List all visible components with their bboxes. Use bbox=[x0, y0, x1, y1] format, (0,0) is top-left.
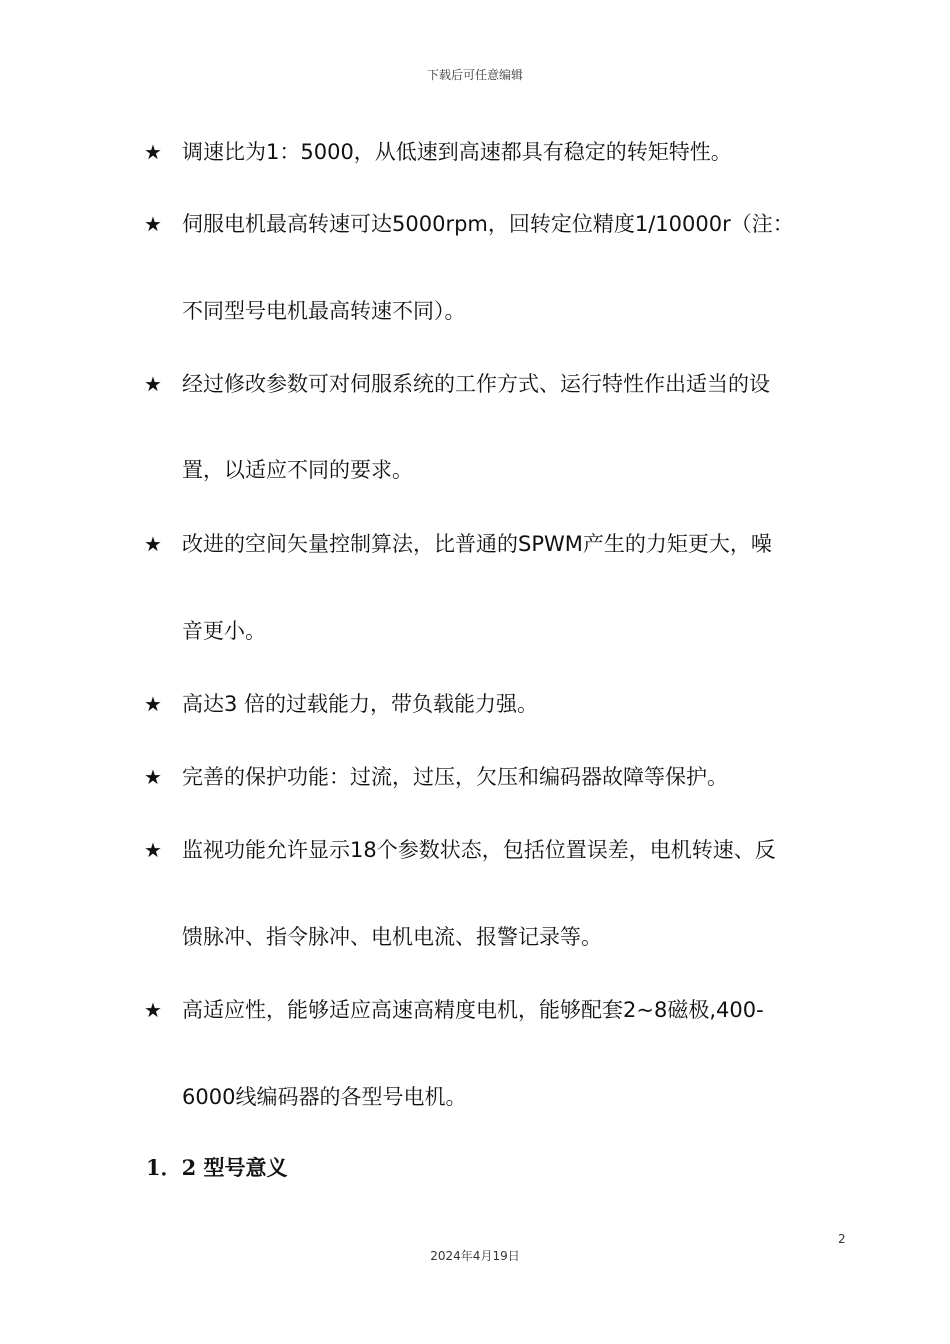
list-item bbox=[0, 833, 950, 867]
list-item-text: 置，以适应不同的要求。 bbox=[182, 458, 413, 482]
list-item-text: 完善的保护功能：过流，过压，欠压和编码器故障等保护。 bbox=[182, 765, 728, 789]
list-item-text: 改进的空间矢量控制算法，比普通的SPWM产生的力矩更大，噪 bbox=[182, 532, 772, 556]
list-item-continuation bbox=[0, 1080, 950, 1114]
list-item bbox=[0, 993, 950, 1027]
list-item-text: 馈脉冲、指令脉冲、电机电流、报警记录等。 bbox=[182, 925, 602, 949]
list-item-text: 监视功能允许显示18个参数状态，包括位置误差，电机转速、反 bbox=[182, 838, 776, 862]
list-item bbox=[0, 135, 950, 169]
star-bullet-icon: ★ bbox=[144, 692, 162, 716]
list-item-text: 经过修改参数可对伺服系统的工作方式、运行特性作出适当的设 bbox=[182, 372, 770, 396]
list-item-text: 6000线编码器的各型号电机。 bbox=[182, 1085, 467, 1109]
list-item bbox=[0, 527, 950, 561]
star-bullet-icon: ★ bbox=[144, 998, 162, 1022]
section-heading: 1．2 型号意义 bbox=[146, 1155, 288, 1180]
footer-date: 2024年4月19日 bbox=[430, 1249, 520, 1263]
list-item-text: 伺服电机最高转速可达5000rpm，回转定位精度1/10000r（注： bbox=[182, 212, 794, 236]
page-number: 2 bbox=[838, 1232, 846, 1246]
list-item bbox=[0, 687, 950, 721]
list-item-continuation bbox=[0, 294, 950, 328]
star-bullet-icon: ★ bbox=[144, 532, 162, 556]
star-bullet-icon: ★ bbox=[144, 212, 162, 236]
star-bullet-icon: ★ bbox=[144, 372, 162, 396]
list-item-continuation bbox=[0, 614, 950, 648]
list-item-text: 高达3 倍的过载能力，带负载能力强。 bbox=[182, 692, 539, 716]
star-bullet-icon: ★ bbox=[144, 838, 162, 862]
list-item bbox=[0, 367, 950, 401]
list-item-continuation bbox=[0, 920, 950, 954]
list-item-text: 调速比为1：5000，从低速到高速都具有稳定的转矩特性。 bbox=[182, 140, 732, 164]
list-item-continuation bbox=[0, 453, 950, 487]
list-item-text: 音更小。 bbox=[182, 619, 266, 643]
list-item-text: 高适应性，能够适应高速高精度电机，能够配套2~8磁极,400- bbox=[182, 998, 764, 1022]
list-item-text: 不同型号电机最高转速不同）。 bbox=[182, 299, 466, 323]
star-bullet-icon: ★ bbox=[144, 140, 162, 164]
list-item bbox=[0, 207, 950, 241]
list-item bbox=[0, 760, 950, 794]
page-header: 下载后可任意编辑 bbox=[426, 68, 523, 82]
star-bullet-icon: ★ bbox=[144, 765, 162, 789]
